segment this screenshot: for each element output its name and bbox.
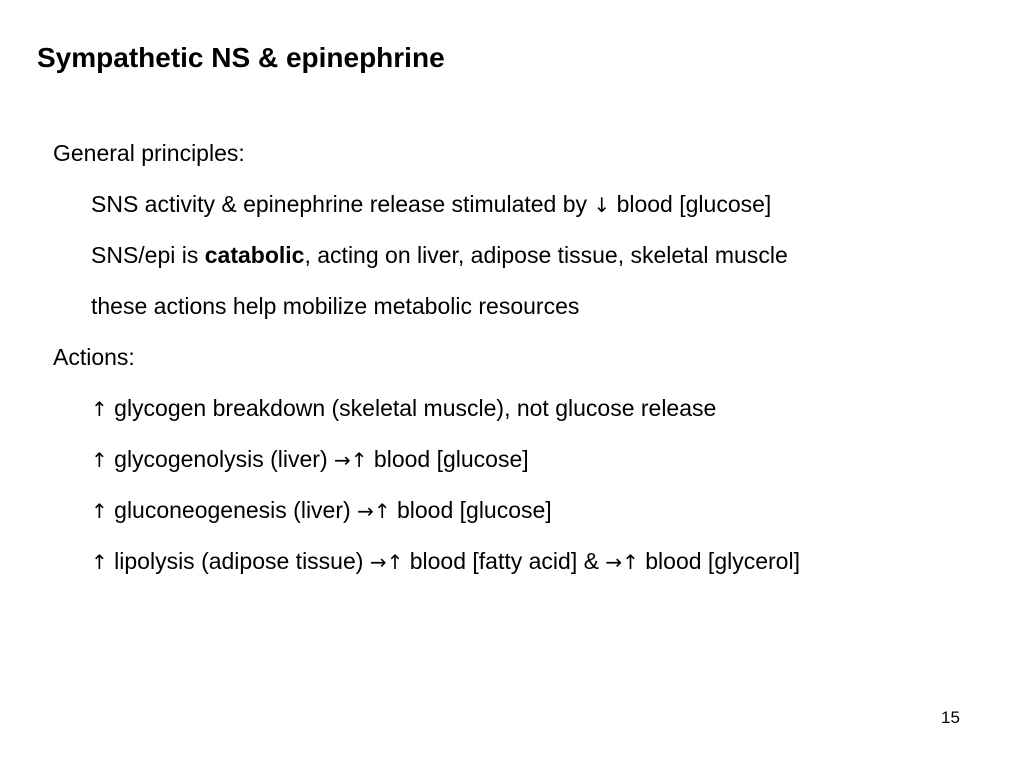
right-up-arrow-icon: →↑: [369, 550, 404, 574]
action-lipolysis-result-glycerol: blood [glycerol]: [638, 548, 800, 574]
action-gluconeogenesis-result: blood [glucose]: [390, 497, 552, 523]
principle-catabolic-text: SNS/epi is: [91, 242, 205, 268]
up-arrow-icon: ↑: [91, 550, 108, 574]
action-glycogenolysis-result: blood [glucose]: [367, 446, 529, 472]
up-arrow-icon: ↑: [91, 499, 108, 523]
action-lipolysis-text: lipolysis (adipose tissue): [107, 548, 370, 574]
up-arrow-icon: ↑: [91, 397, 108, 421]
catabolic-term: catabolic: [204, 242, 305, 268]
principle-catabolic-end: , acting on liver, adipose tissue, skeletal muscle: [304, 242, 788, 268]
principles-heading: General principles:: [53, 140, 245, 166]
slide-title: Sympathetic NS & epinephrine: [37, 42, 445, 73]
principle-catabolic: [53, 237, 1004, 288]
action-lipolysis: [53, 543, 1004, 594]
right-up-arrow-icon: →↑: [357, 499, 391, 523]
principle-stimulus: [53, 186, 1004, 237]
principle-stimulus-end: blood [glucose]: [610, 191, 772, 217]
action-lipolysis-result-fatty-acid: blood [fatty acid] &: [403, 548, 606, 574]
action-glycogenolysis-text: glycogenolysis (liver): [107, 446, 335, 472]
slide-content: [53, 135, 1004, 594]
action-glycogen-breakdown-text: glycogen breakdown (skeletal muscle), not glucose release: [107, 395, 717, 421]
action-glycogen-breakdown: [53, 390, 1004, 441]
action-gluconeogenesis-text: gluconeogenesis (liver): [107, 497, 358, 523]
principle-mobilize: these actions help mobilize metabolic resources: [91, 293, 580, 319]
action-gluconeogenesis: [53, 492, 1004, 543]
principle-stimulus-text: SNS activity & epinephrine release stimulated by: [91, 191, 588, 217]
up-arrow-icon: ↑: [91, 448, 108, 472]
page-number: 15: [941, 708, 960, 727]
action-glycogenolysis: [53, 441, 1004, 492]
actions-heading: Actions:: [53, 344, 135, 370]
right-up-arrow-icon: →↑: [334, 448, 368, 472]
down-arrow-icon: ↓: [593, 193, 611, 217]
right-up-arrow-icon: →↑: [605, 550, 639, 574]
